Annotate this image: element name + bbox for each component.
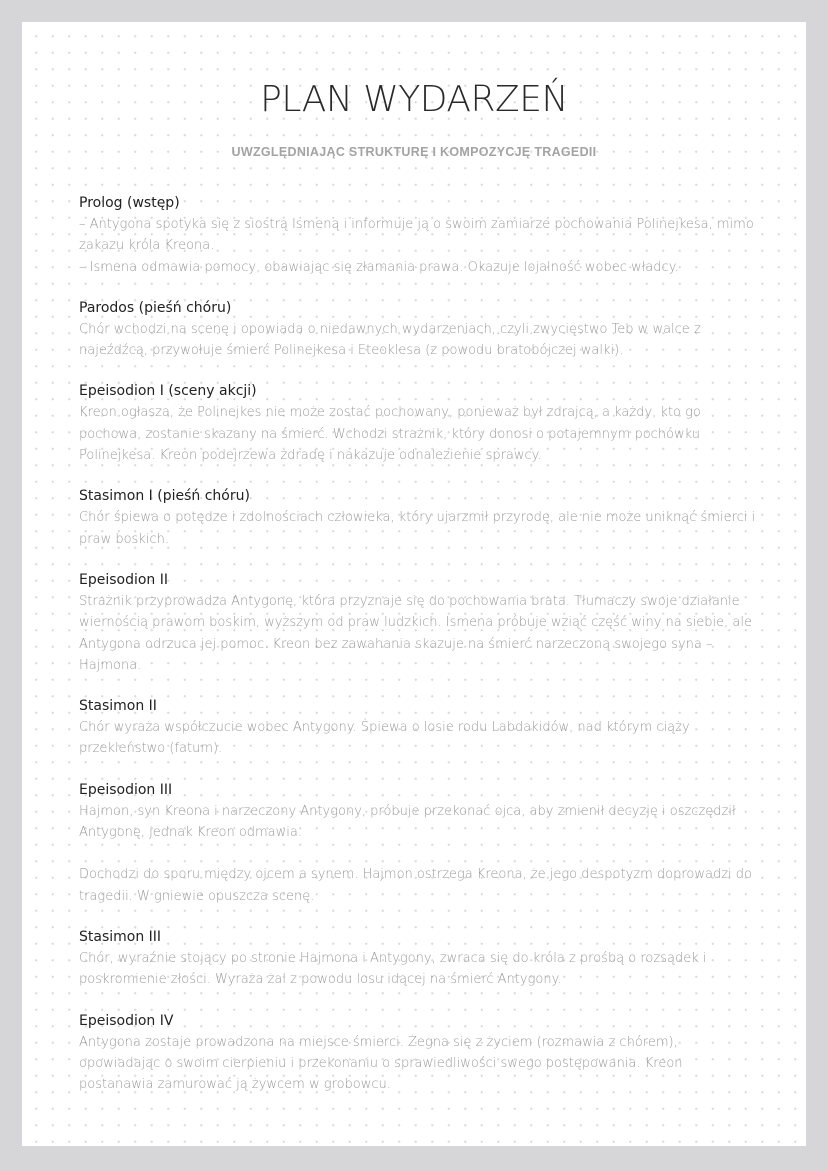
section-epeisodion-4: [79, 1011, 759, 1096]
page-subtitle: UWZGLĘDNIAJĄC STRUKTURĘ I KOMPOZYCJĘ TRAGEDII: [231, 145, 597, 159]
section-paragraph: Kreon ogłasza, że Polinejkes nie może zostać pochowany, ponieważ był zdrajcą, a każdy, kto go pochowa, zostanie skazany na śmierć. Wchodzi strażnik, który donosi o potajemnym pochówku Polinejkesa. Kreon podejrzewa zdradę i nakazuje odnalezienie sprawcy.: [79, 405, 701, 464]
section-paragraph: Chór wyraża współczucie wobec Antygony. Śpiewa o losie rodu Labdakidów, nad którym ciąży przekleństwo (fatum).: [79, 720, 690, 757]
section-paragraph: Antygona zostaje prowadzona na miejsce śmierci. Żegna się z życiem (rozmawia z chórem), opowiadając o swoim cierpieniu i przekonaniu o sprawiedliwości swego postępowania. Kreon postanawia zamurować ją żywcem w grobowcu.: [79, 1034, 683, 1093]
section-epeisodion-3: [79, 780, 759, 907]
section-paragraph: – Ismena odmawia pomocy, obawiając się złamania prawa. Okazuje lojalność wobec władcy.: [79, 259, 679, 275]
section-stasimon-1: [79, 486, 759, 550]
page-title: PLAN WYDARZEŃ: [260, 79, 568, 120]
section-paragraph: Strażnik przyprowadza Antygonę, która przyznaje się do pochowania brata. Tłumaczy swoje działanie wiernością prawom boskim, wyższym od praw ludzkich. Ismena próbuje wziąć część winy na siebie, ale Antygona odrzuca jej pomoc. Kreon bez zawahania skazuje na śmierć narzeczoną swojego syna – Hajmona.: [79, 593, 752, 673]
section-paragraph: Chór wchodzi na scenę i opowiada o niedawnych wydarzeniach, czyli zwycięstwo Teb w walce z najeźdźcą, przywołuje śmierć Polinejkesa i Eteoklesa (z powodu bratobójczej walki).: [79, 321, 701, 359]
section-epeisodion-1: [79, 381, 759, 466]
content: [79, 193, 759, 1115]
section-stasimon-3: [79, 927, 759, 991]
section-paragraph: Dochodzi do sporu między ojcem a synem. Hajmon ostrzega Kreona, że jego despotyzm doprowadzi do tragedii. W gniewie opuszcza scenę.: [79, 867, 752, 904]
section-heading: Stasimon III: [79, 928, 162, 945]
section-heading: Stasimon II: [79, 698, 157, 715]
section-stasimon-2: [79, 696, 759, 760]
section-paragraph: Chór śpiewa o potędze i zdolnościach człowieka, który ujarzmił przyrodę, ale nie może uniknąć śmierci i praw boskich.: [79, 510, 756, 547]
section-paragraph: – Antygona spotyka się z siostrą Ismeną i informuje ją o swoim zamiarze pochowania Polinejkesa, mimo zakazu króla Kreona.: [79, 217, 754, 254]
document-page: [22, 22, 806, 1146]
section-heading: Epeisodion IV: [79, 1012, 174, 1029]
section-paragraph: Chór, wyraźnie stojący po stronie Hajmona i Antygony, zwraca się do króla z prośbą o rozsądek i poskromienie złości. Wyraża żal z powodu losu idącej na śmierć Antygony.: [79, 950, 707, 988]
section-prolog: [79, 193, 759, 278]
section-epeisodion-2: [79, 570, 759, 676]
section-heading: Epeisodion III: [79, 781, 173, 798]
section-heading: Parodos (pieśń chóru): [79, 299, 232, 316]
section-heading: Epeisodion II: [79, 571, 169, 588]
section-parodos: [79, 298, 759, 362]
section-heading: Stasimon I (pieśń chóru): [79, 488, 250, 505]
section-paragraph: Hajmon, syn Kreona i narzeczony Antygony, próbuje przekonać ojca, aby zmienił decyzję i oszczędził Antygonę, jednak Kreon odmawia.: [79, 803, 736, 841]
section-heading: Epeisodion I (sceny akcji): [79, 383, 257, 400]
section-heading: Prolog (wstęp): [79, 195, 180, 211]
